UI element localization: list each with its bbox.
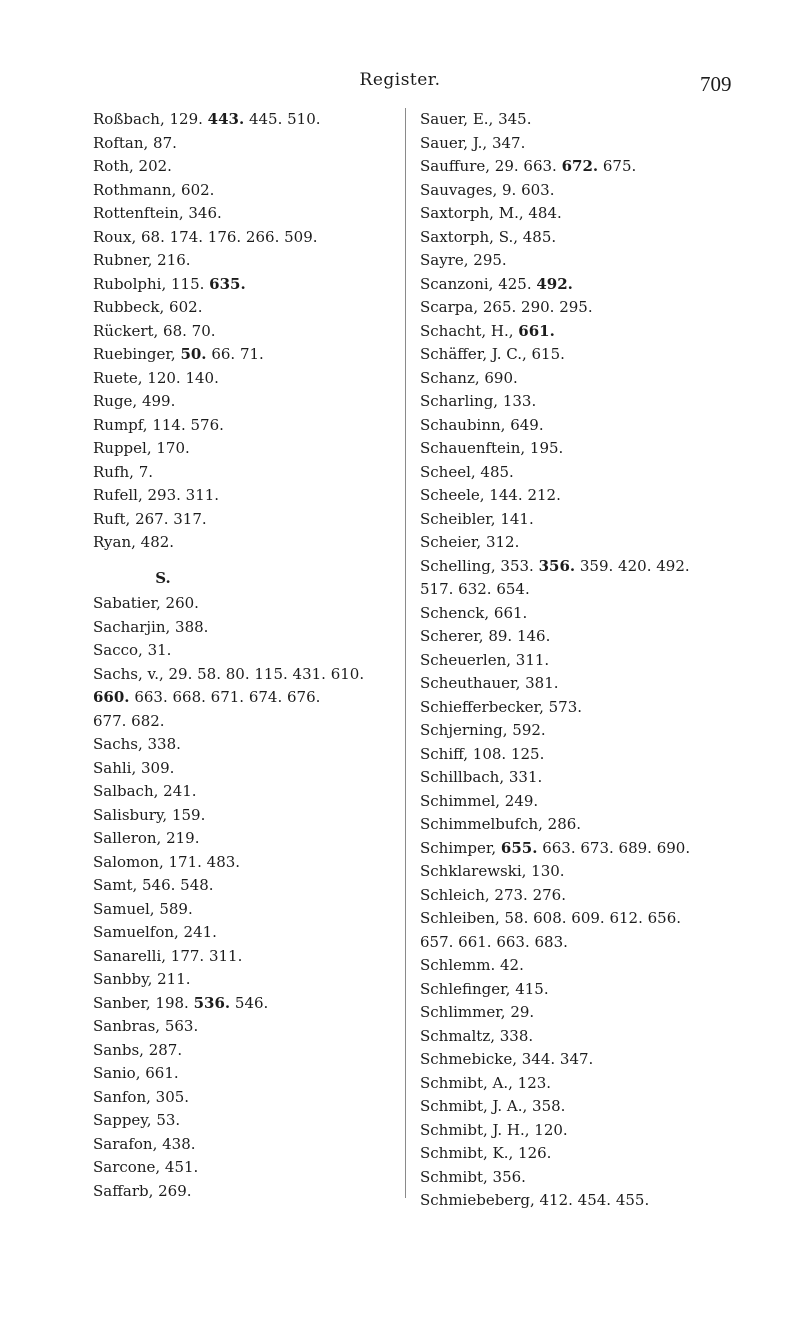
entry-text: Schanz, 690. xyxy=(420,368,518,387)
index-entry xyxy=(93,461,393,485)
entry-text: Sabatier, 260. xyxy=(93,594,199,612)
index-entry xyxy=(93,108,393,132)
index-entry xyxy=(420,226,780,250)
entry-text: Saffarb, 269. xyxy=(93,1181,192,1200)
entry-text: Sauffure, 29. 663. xyxy=(420,157,562,175)
entry-text: Schimper, xyxy=(420,838,501,857)
entry-bold-page: 661. xyxy=(518,321,555,340)
index-entry xyxy=(93,296,393,320)
entry-text: Roux, 68. 174. 176. 266. 509. xyxy=(93,227,318,246)
entry-text: Rubolphi, 115. xyxy=(93,274,210,293)
entry-text: Sanbs, 287. xyxy=(93,1040,183,1059)
entry-text: Schaubinn, 649. xyxy=(420,415,544,434)
index-entry xyxy=(93,733,393,757)
index-entry xyxy=(420,437,780,461)
entry-text: Schmaltz, 338. xyxy=(420,1026,534,1045)
index-entry xyxy=(420,884,780,908)
entry-text: Schimmelbufch, 286. xyxy=(420,815,582,833)
index-entry xyxy=(93,484,393,508)
index-entry xyxy=(93,757,393,781)
entry-text: Schäffer, J. C., 615. xyxy=(420,345,565,363)
index-entry xyxy=(93,508,393,532)
index-entry xyxy=(93,992,393,1016)
entry-bold-page: 660. xyxy=(93,688,130,706)
entry-text: Sanfon, 305. xyxy=(93,1087,190,1106)
index-entry xyxy=(93,592,393,616)
index-entry xyxy=(420,837,780,861)
entry-text: Sayre, 295. xyxy=(420,251,507,269)
index-entry xyxy=(420,155,780,179)
entry-text: Salomon, 171. 483. xyxy=(93,852,241,871)
entry-text-after: 66. 71. xyxy=(206,345,264,363)
entry-text: Schmebicke, 344. 347. xyxy=(420,1050,594,1068)
entry-bold-page: 50. xyxy=(180,345,207,363)
index-entry xyxy=(420,273,780,297)
index-entry xyxy=(420,696,780,720)
entry-bold-page: 356. xyxy=(538,556,576,575)
entry-text-after: 675. xyxy=(598,157,637,175)
index-entry xyxy=(93,249,393,273)
entry-text: Scheel, 485. xyxy=(420,462,514,481)
index-entry xyxy=(420,860,780,884)
entry-text: Scheele, 144. 212. xyxy=(420,486,561,504)
entry-text: Ruge, 499. xyxy=(93,392,176,410)
index-entry xyxy=(420,1072,780,1096)
index-entry xyxy=(420,743,780,767)
index-entry xyxy=(420,1166,780,1190)
entry-text: Scheibler, 141. xyxy=(420,509,534,528)
entry-text: Sarafon, 438. xyxy=(93,1134,196,1153)
index-entry xyxy=(93,155,393,179)
index-entry xyxy=(93,968,393,992)
entry-text: Schenck, 661. xyxy=(420,603,528,622)
index-entry xyxy=(93,414,393,438)
entry-text: Schmiebeberg, 412. 454. 455. xyxy=(420,1191,650,1209)
index-entry xyxy=(93,1156,393,1180)
entry-text: Sauer, E., 345. xyxy=(420,110,532,128)
entry-text: Schmibt, 356. xyxy=(420,1167,526,1186)
index-entry xyxy=(93,367,393,391)
index-entry xyxy=(420,1001,780,1025)
index-entry xyxy=(420,602,780,626)
entry-text: Sacharjin, 388. xyxy=(93,617,209,636)
entry-text: Scanzoni, 425. xyxy=(420,274,537,293)
entry-bold-page: 492. xyxy=(536,274,573,293)
entry-text: Roßbach, 129. xyxy=(93,110,208,128)
entry-text: Schiff, 108. 125. xyxy=(420,744,545,763)
index-entry-continuation xyxy=(93,710,393,734)
entry-text: Salisbury, 159. xyxy=(93,805,206,824)
index-entry xyxy=(93,390,393,414)
entry-text: Schiefferbecker, 573. xyxy=(420,697,583,716)
entry-text: Schauenftein, 195. xyxy=(420,439,564,457)
index-entry xyxy=(420,414,780,438)
index-entry xyxy=(420,461,780,485)
index-entry xyxy=(93,827,393,851)
running-title: Register. xyxy=(359,70,441,90)
entry-text: Rückert, 68. 70. xyxy=(93,321,216,340)
index-entry xyxy=(420,1095,780,1119)
entry-text: Ruft, 267. 317. xyxy=(93,509,207,528)
entry-text: Schmibt, J. H., 120. xyxy=(420,1120,568,1139)
index-entry xyxy=(420,1119,780,1143)
entry-text: Schelling, 353. xyxy=(420,556,539,575)
entry-text: Schleich, 273. 276. xyxy=(420,885,566,904)
entry-text: Schjerning, 592. xyxy=(420,721,546,739)
entry-text-after: 546. xyxy=(230,993,269,1012)
index-entry xyxy=(93,804,393,828)
entry-text: Schmibt, A., 123. xyxy=(420,1073,552,1092)
index-entry xyxy=(420,108,780,132)
index-entry xyxy=(93,226,393,250)
index-entry xyxy=(93,437,393,461)
index-entry xyxy=(93,273,393,297)
entry-text: Scherer, 89. 146. xyxy=(420,627,551,645)
index-entry xyxy=(420,672,780,696)
index-entry xyxy=(93,1133,393,1157)
entry-text-after: 445. 510. xyxy=(244,110,321,128)
index-entry xyxy=(420,367,780,391)
entry-text: Rubbeck, 602. xyxy=(93,298,203,316)
index-entry-continuation xyxy=(420,578,780,602)
index-entry xyxy=(93,179,393,203)
entry-text: Rothmann, 602. xyxy=(93,180,215,199)
entry-bold-page: 443. xyxy=(207,110,245,128)
entry-text: Samuel, 589. xyxy=(93,899,193,918)
index-column-left xyxy=(93,108,393,1203)
entry-text: Sacco, 31. xyxy=(93,641,172,659)
entry-text: Schmibt, K., 126. xyxy=(420,1144,552,1162)
entry-text: Ruppel, 170. xyxy=(93,439,190,457)
entry-text: Sanber, 198. xyxy=(93,993,194,1012)
index-entry xyxy=(420,813,780,837)
entry-text: Sanio, 661. xyxy=(93,1064,179,1082)
entry-text: Sanarelli, 177. 311. xyxy=(93,946,243,965)
entry-text: Roth, 202. xyxy=(93,157,172,175)
index-entry xyxy=(93,531,393,555)
entry-text: Rottenftein, 346. xyxy=(93,204,222,222)
entry-text-after: 663. 668. 671. 674. 676. xyxy=(129,688,321,706)
index-entry xyxy=(93,639,393,663)
entry-text: Schleiben, 58. 608. 609. 612. 656. xyxy=(420,909,682,927)
index-entry xyxy=(420,249,780,273)
index-column-right xyxy=(420,108,780,1213)
index-entry-continuation xyxy=(420,931,780,955)
entry-text-after: 359. 420. 492. xyxy=(575,556,690,575)
index-entry xyxy=(420,907,780,931)
entry-text: Ryan, 482. xyxy=(93,533,175,551)
index-entry xyxy=(93,1062,393,1086)
index-entry xyxy=(93,780,393,804)
index-entry xyxy=(420,555,780,579)
entry-text: Schimmel, 249. xyxy=(420,791,539,810)
index-entry xyxy=(420,1142,780,1166)
entry-text-after: 663. 673. 689. 690. xyxy=(537,838,691,857)
entry-text: 677. 682. xyxy=(93,711,165,730)
index-entry xyxy=(420,1189,780,1213)
index-entry xyxy=(420,649,780,673)
index-entry xyxy=(420,766,780,790)
entry-text: Ruete, 120. 140. xyxy=(93,368,219,387)
entry-text: Schmibt, J. A., 358. xyxy=(420,1097,566,1115)
entry-text: Schlimmer, 29. xyxy=(420,1003,535,1021)
entry-text: Scheuthauer, 381. xyxy=(420,674,559,692)
index-entry xyxy=(93,132,393,156)
entry-bold-page: 635. xyxy=(209,274,246,293)
index-entry xyxy=(93,663,393,687)
index-entry xyxy=(93,616,393,640)
entry-text: Schacht, H., xyxy=(420,321,519,340)
index-entry xyxy=(93,874,393,898)
index-entry xyxy=(93,320,393,344)
entry-text: 657. 661. 663. 683. xyxy=(420,932,568,951)
entry-text: Rumpf, 114. 576. xyxy=(93,415,224,434)
entry-text: Schklarewski, 130. xyxy=(420,862,565,880)
entry-text: Roftan, 87. xyxy=(93,133,177,152)
index-entry xyxy=(93,851,393,875)
entry-text: Rufh, 7. xyxy=(93,462,154,481)
index-entry xyxy=(420,508,780,532)
index-entry xyxy=(93,1180,393,1204)
entry-text: Ruebinger, xyxy=(93,345,181,363)
entry-text: Sauvages, 9. 603. xyxy=(420,180,555,199)
entry-text: Sauer, J., 347. xyxy=(420,133,526,152)
index-entry xyxy=(93,202,393,226)
index-entry xyxy=(420,625,780,649)
index-entry xyxy=(420,719,780,743)
entry-bold-page: 655. xyxy=(500,838,538,857)
index-entry xyxy=(420,296,780,320)
entry-text: Samuelfon, 241. xyxy=(93,923,217,941)
entry-text: Rubner, 216. xyxy=(93,251,191,269)
entry-text: Scharling, 133. xyxy=(420,392,537,410)
entry-text: Schlemm. 42. xyxy=(420,956,524,974)
index-entry xyxy=(420,179,780,203)
entry-bold-page: 672. xyxy=(561,157,599,175)
index-entry xyxy=(420,390,780,414)
entry-text: Sachs, 338. xyxy=(93,735,181,753)
index-entry xyxy=(93,1086,393,1110)
index-entry xyxy=(93,945,393,969)
index-entry xyxy=(420,1048,780,1072)
index-entry-continuation xyxy=(93,686,393,710)
entry-text: Sarcone, 451. xyxy=(93,1158,199,1176)
entry-text: Sahli, 309. xyxy=(93,758,175,777)
index-entry xyxy=(420,484,780,508)
index-entry xyxy=(93,343,393,367)
entry-text: Sanbras, 563. xyxy=(93,1017,199,1035)
index-entry xyxy=(420,954,780,978)
entry-text: 517. 632. 654. xyxy=(420,580,530,598)
entry-text: Schillbach, 331. xyxy=(420,768,543,786)
index-entry xyxy=(420,132,780,156)
entry-text: Saxtorph, S., 485. xyxy=(420,227,557,246)
index-entry xyxy=(420,202,780,226)
entry-text: Scheuerlen, 311. xyxy=(420,650,550,669)
entry-text: Scarpa, 265. 290. 295. xyxy=(420,298,593,316)
index-entry xyxy=(93,921,393,945)
entry-text: Sappey, 53. xyxy=(93,1111,181,1129)
entry-text: Saxtorph, M., 484. xyxy=(420,204,562,222)
entry-bold-page: 536. xyxy=(193,993,231,1012)
entry-text: Salbach, 241. xyxy=(93,782,197,800)
page-number: 709 xyxy=(700,72,732,96)
entry-text: Samt, 546. 548. xyxy=(93,876,214,894)
section-letter: S. xyxy=(155,568,171,587)
index-entry xyxy=(420,1025,780,1049)
index-entry xyxy=(420,790,780,814)
index-entry xyxy=(93,898,393,922)
column-divider xyxy=(405,108,406,1198)
entry-text: Scheier, 312. xyxy=(420,533,520,551)
entry-text: Schlefinger, 415. xyxy=(420,979,549,998)
index-entry xyxy=(420,978,780,1002)
entry-text: Sanbby, 211. xyxy=(93,970,191,988)
entry-text: Rufell, 293. 311. xyxy=(93,486,220,504)
entry-text: Sachs, v., 29. 58. 80. 115. 431. 610. xyxy=(93,664,365,683)
index-entry xyxy=(420,343,780,367)
index-entry xyxy=(93,1015,393,1039)
index-entry xyxy=(420,320,780,344)
index-entry xyxy=(93,1109,393,1133)
entry-text: Salleron, 219. xyxy=(93,829,200,847)
index-entry xyxy=(420,531,780,555)
index-entry xyxy=(93,1039,393,1063)
